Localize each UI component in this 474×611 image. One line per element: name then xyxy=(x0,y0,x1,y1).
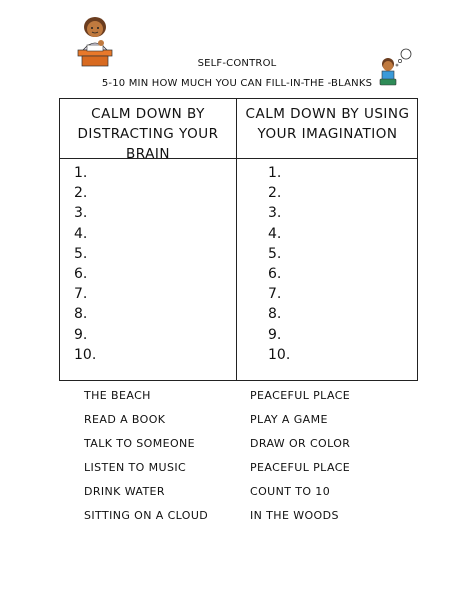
column-heading-distracting-brain xyxy=(62,104,234,164)
page-title: SELF-CONTROL xyxy=(197,58,277,69)
blank-number: 4. xyxy=(268,225,282,242)
word-bank-right xyxy=(250,388,350,532)
heading-line: CALM DOWN BY USING xyxy=(245,106,410,122)
column-heading-using-imagination xyxy=(239,104,416,144)
word-bank-item: PEACEFUL PLACE xyxy=(250,461,351,474)
blank-number: 9. xyxy=(268,326,282,343)
blank-number: 8. xyxy=(268,306,282,323)
blank-number: 8. xyxy=(74,306,88,323)
word-bank-item: IN THE WOODS xyxy=(250,509,339,522)
right-blank-list xyxy=(268,163,290,365)
word-bank-item: TALK TO SOMEONE xyxy=(84,437,196,450)
blank-number: 1. xyxy=(74,165,88,181)
blank-number: 7. xyxy=(268,286,282,303)
blank-number: 7. xyxy=(74,286,88,303)
heading-line: YOUR IMAGINATION xyxy=(257,126,398,142)
blank-number: 5. xyxy=(74,245,88,262)
blank-number: 1. xyxy=(268,165,282,181)
heading-line: CALM DOWN BY xyxy=(91,106,205,122)
heading-line: DISTRACTING YOUR xyxy=(77,126,219,142)
heading-line: BRAIN xyxy=(126,146,170,162)
word-bank-left xyxy=(84,388,208,532)
word-bank-item: LISTEN TO MUSIC xyxy=(84,461,187,474)
blank-number: 2. xyxy=(74,185,88,202)
blank-number: 10. xyxy=(268,346,291,363)
blank-number: 3. xyxy=(74,205,88,222)
word-bank-item: DRAW OR COLOR xyxy=(250,437,351,450)
blank-number: 9. xyxy=(74,326,88,343)
left-blank-list xyxy=(74,163,96,365)
blank-number: 10. xyxy=(74,346,97,363)
blank-number: 3. xyxy=(268,205,282,222)
blank-number: 4. xyxy=(74,225,88,242)
blank-number: 6. xyxy=(268,265,282,282)
word-bank-item: PEACEFUL PLACE xyxy=(250,389,351,402)
word-bank-item: THE BEACH xyxy=(84,389,151,402)
blank-number: 5. xyxy=(268,245,282,262)
word-bank-item: COUNT TO 10 xyxy=(250,485,331,498)
word-bank-item: READ A BOOK xyxy=(84,413,166,426)
table-column-divider xyxy=(236,98,237,381)
instructions: 5-10 MIN HOW MUCH YOU CAN FILL-IN-THE -BLANKS xyxy=(101,78,373,89)
blank-number: 2. xyxy=(268,185,282,202)
word-bank-item: SITTING ON A CLOUD xyxy=(84,509,209,522)
word-bank-item: DRINK WATER xyxy=(84,485,165,498)
blank-number: 6. xyxy=(74,265,88,282)
word-bank-item: PLAY A GAME xyxy=(250,413,328,426)
